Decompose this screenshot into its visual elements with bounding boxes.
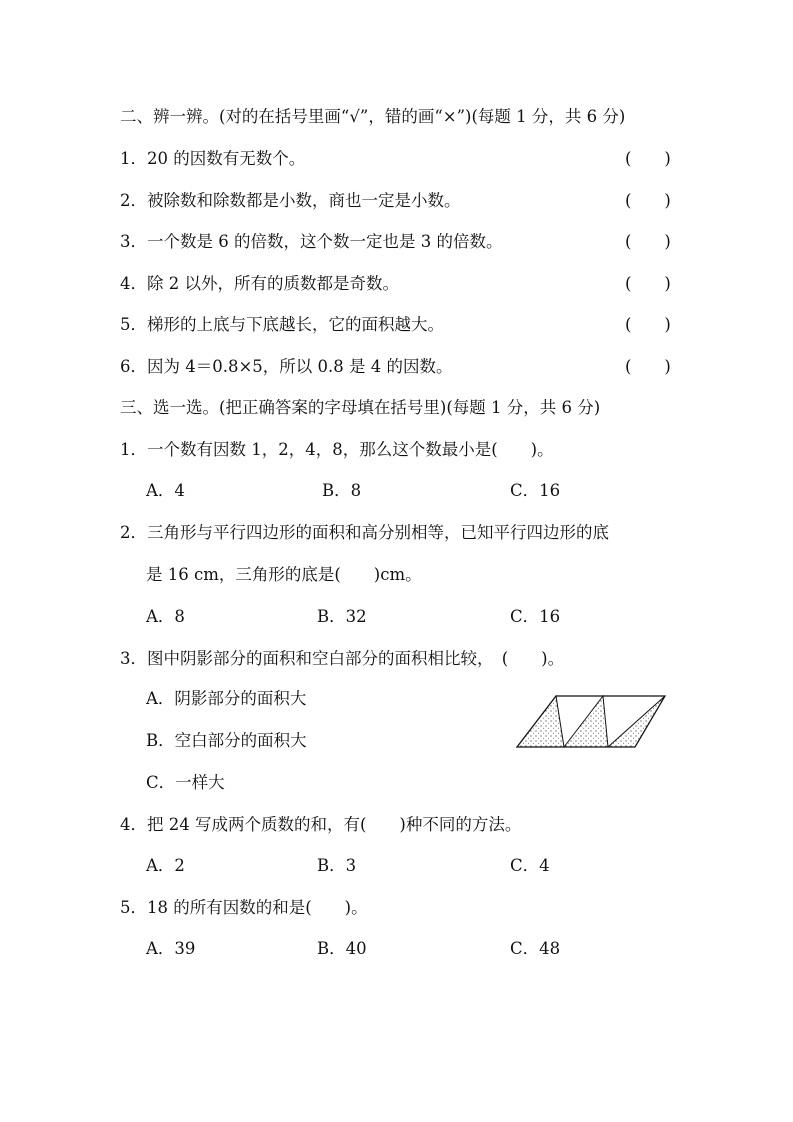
q4-option-b[interactable]: B．3 <box>317 856 357 875</box>
judge-item-1: 1．20 的因数有无数个。 <box>120 149 306 168</box>
q1-option-a[interactable]: A．4 <box>146 481 185 500</box>
q1-option-c[interactable]: C．16 <box>510 481 561 500</box>
q5-option-a[interactable]: A．39 <box>146 939 196 958</box>
q1-option-b[interactable]: B．8 <box>322 481 362 500</box>
section3-title: 三、选一选。(把正确答案的字母填在括号里)(每题 1 分，共 6 分) <box>120 398 601 417</box>
q4-option-a[interactable]: A．2 <box>146 856 185 875</box>
q2-option-a[interactable]: A．8 <box>146 607 185 626</box>
q3-option-c[interactable]: C．一样大 <box>146 773 225 792</box>
judge-item-3: 3．一个数是 6 的倍数，这个数一定也是 3 的倍数。 <box>120 232 503 251</box>
answer-paren-5[interactable]: ( ) <box>625 315 671 334</box>
q2-option-c[interactable]: C．16 <box>510 607 561 626</box>
shaded-triangle-2 <box>564 696 608 747</box>
q5-option-b[interactable]: B．40 <box>317 939 367 958</box>
shaded-triangle-1 <box>517 696 564 747</box>
q3-option-b[interactable]: B．空白部分的面积大 <box>146 731 307 750</box>
q5-text: 5．18 的所有因数的和是( )。 <box>120 898 368 917</box>
judge-item-2: 2．被除数和除数都是小数，商也一定是小数。 <box>120 191 461 210</box>
q3-text: 3．图中阴影部分的面积和空白部分的面积相比较， ( )。 <box>120 649 565 668</box>
section2-title: 二、辨一辨。(对的在括号里画“√”，错的画“×”)(每题 1 分，共 6 分) <box>120 107 626 126</box>
q2-text-line1: 2．三角形与平行四边形的面积和高分别相等，已知平行四边形的底 <box>120 523 609 542</box>
answer-paren-3[interactable]: ( ) <box>625 232 671 251</box>
q2-option-b[interactable]: B．32 <box>317 607 367 626</box>
answer-paren-2[interactable]: ( ) <box>625 191 671 210</box>
judge-item-6: 6．因为 4＝0.8×5，所以 0.8 是 4 的因数。 <box>120 357 453 376</box>
q4-option-c[interactable]: C．4 <box>510 856 550 875</box>
judge-item-4: 4．除 2 以外，所有的质数都是奇数。 <box>120 274 399 293</box>
q2-text-line2: 是 16 cm，三角形的底是( )cm。 <box>146 565 422 584</box>
q1-text: 1．一个数有因数 1，2，4，8，那么这个数最小是( )。 <box>120 440 554 459</box>
q3-option-a[interactable]: A．阴影部分的面积大 <box>146 689 307 708</box>
q4-text: 4．把 24 写成两个质数的和，有( )种不同的方法。 <box>120 815 522 834</box>
answer-paren-1[interactable]: ( ) <box>625 149 671 168</box>
judge-item-5: 5．梯形的上底与下底越长，它的面积越大。 <box>120 315 444 334</box>
answer-paren-6[interactable]: ( ) <box>625 357 671 376</box>
shaded-triangle-3 <box>608 696 665 747</box>
q5-option-c[interactable]: C．48 <box>510 939 561 958</box>
answer-paren-4[interactable]: ( ) <box>625 274 671 293</box>
